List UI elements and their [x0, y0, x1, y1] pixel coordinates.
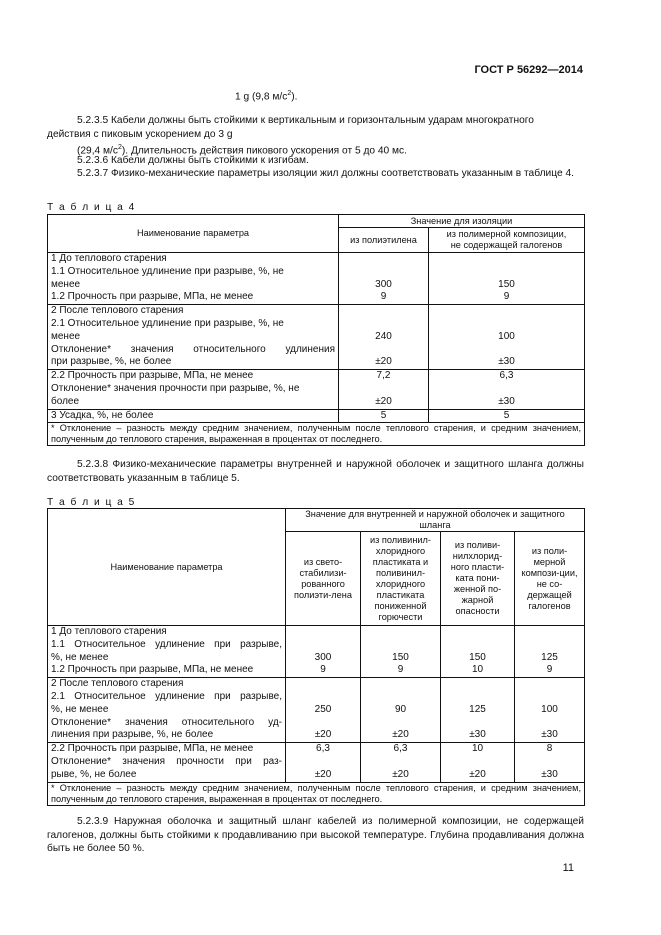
table-row	[48, 743, 585, 782]
table5-header-col1: из свето-стабилизи-рованного полиэти-лена	[286, 532, 361, 626]
table4-row2-col1: 240 ±20	[339, 305, 429, 370]
table5-header-col4: из поли-мерной компози-ции, не со-держащей галогенов	[515, 532, 585, 626]
table5-row1-label: 1 До теплового старения 1.1 Относительное удлинение при разрыве, %, не менее 1.2 Прочность при разрыве, МПа, не менее	[48, 626, 286, 678]
paragraph-5-2-3-8: 5.2.3.8 Физико-механические параметры внутренней и наружной оболочек и защитного шланга должны соответствовать указанным в таблице 5.	[47, 459, 584, 484]
table4-row1-col2: 150 9	[429, 253, 585, 305]
table4-row3-col1: 7,2 ±20	[339, 370, 429, 409]
table-5-caption: Т а б л и ц а 5	[47, 497, 136, 508]
table5-footnote: * Отклонение – разность между средним значением, полученным после теплового старения, и средним значением, полученным до теплового старения, выраженная в процентах от последнего.	[48, 782, 585, 805]
table5-header-group: Значение для внутренней и наружной оболочек и защитного шланга	[286, 509, 585, 532]
table-4-caption: Т а б л и ц а 4	[47, 202, 136, 213]
paragraph-5-2-3-7: 5.2.3.7 Физико-механические параметры изоляции жил должны соответствовать указанным в таблице 4.	[77, 168, 574, 179]
table-5	[47, 508, 585, 806]
table-row	[48, 305, 585, 370]
table5-row1-col4: 125 9	[515, 626, 585, 678]
paragraph-5-2-3-5: 5.2.3.5 Кабели должны быть стойкими к вертикальным и горизонтальным ударам многократного действия с пиковым ускорением до 3 g (29,4 $м/с^2$). Длительность действия пикового ускорения от 5 до 40 мс.	[47, 115, 534, 157]
table5-row2-col3: 125 ±30	[441, 678, 515, 743]
table5-row3-col2: 6,3 ±20	[361, 743, 441, 782]
table5-row1-col3: 150 10	[441, 626, 515, 678]
document-header: ГОСТ Р 56292—2014	[474, 64, 583, 76]
table5-row3-col3: 10 ±20	[441, 743, 515, 782]
table4-row2-label: 2 После теплового старения 2.1 Относительное удлинение при разрыве, %, не менее Отклонение* значения относительного удлинения при разрыве, %, не более	[48, 305, 339, 370]
table5-row2-label: 2 После теплового старения 2.1 Относительное удлинение при разрыве, %, не менее Отклонение* значения относительного уд- линения при разрыве, %, не более	[48, 678, 286, 743]
table-row	[48, 253, 585, 305]
table4-row4-col1: 5	[339, 409, 429, 423]
table4-footnote: * Отклонение – разность между средним значением, полученным после теплового старения, и средним значением, полученным до теплового старения, выраженная в процентах от последнего.	[48, 423, 585, 446]
table5-row3-label: 2.2 Прочность при разрыве, МПа, не менее Отклонение* значения прочности при раз- рыве, %, не более	[48, 743, 286, 782]
table5-row3-col1: 6,3 ±20	[286, 743, 361, 782]
table5-header-col2: из поливинил-хлоридного пластиката и поливинил-хлоридного пластиката пониженной горючести	[361, 532, 441, 626]
table-row	[48, 678, 585, 743]
table4-row4-col2: 5	[429, 409, 585, 423]
paragraph-5-2-3-6: 5.2.3.6 Кабели должны быть стойкими к изгибам.	[77, 155, 309, 166]
paragraph-5-2-3-9: 5.2.3.9 Наружная оболочка и защитный шланг кабелей из полимерной композиции, не содержащей галогенов, должны быть стойкими к продавливанию при высокой температуре. Глубина продавливания должна быть не более 50 %.	[47, 816, 584, 854]
table4-header-col2: из полимерной композиции, не содержащей галогенов	[429, 228, 585, 253]
table5-row3-col4: 8 ±30	[515, 743, 585, 782]
table5-row1-col1: 300 9	[286, 626, 361, 678]
formula-line: 1 g (9,8 $м/с^2$).	[235, 90, 298, 103]
table4-row4-label: 3 Усадка, %, не более	[48, 409, 339, 423]
table-row	[48, 409, 585, 423]
table4-row1-label: 1 До теплового старения 1.1 Относительное удлинение при разрыве, %, не менее 1.2 Прочность при разрыве, МПа, не менее	[48, 253, 339, 305]
table4-row3-col2: 6,3 ±30	[429, 370, 585, 409]
table-row	[48, 370, 585, 409]
table-row	[48, 626, 585, 678]
table4-header-col1: из полиэтилена	[339, 228, 429, 253]
table4-header-group: Значение для изоляции	[339, 215, 585, 228]
table5-row1-col2: 150 9	[361, 626, 441, 678]
table-4	[47, 214, 585, 446]
table4-header-param: Наименование параметра	[48, 215, 339, 253]
table5-header-param: Наименование параметра	[48, 509, 286, 626]
page-number: 11	[562, 862, 574, 874]
table4-row3-label: 2.2 Прочность при разрыве, МПа, не менее Отклонение* значения прочности при разрыве, %, не более	[48, 370, 339, 409]
table5-header-col3: из поливи-нилхлорид-ного пласти-ката пони-женной по-жарной опасности	[441, 532, 515, 626]
table4-row1-col1: 300 9	[339, 253, 429, 305]
table5-row2-col2: 90 ±20	[361, 678, 441, 743]
table4-row2-col2: 100 ±30	[429, 305, 585, 370]
table5-row2-col4: 100 ±30	[515, 678, 585, 743]
table5-row2-col1: 250 ±20	[286, 678, 361, 743]
